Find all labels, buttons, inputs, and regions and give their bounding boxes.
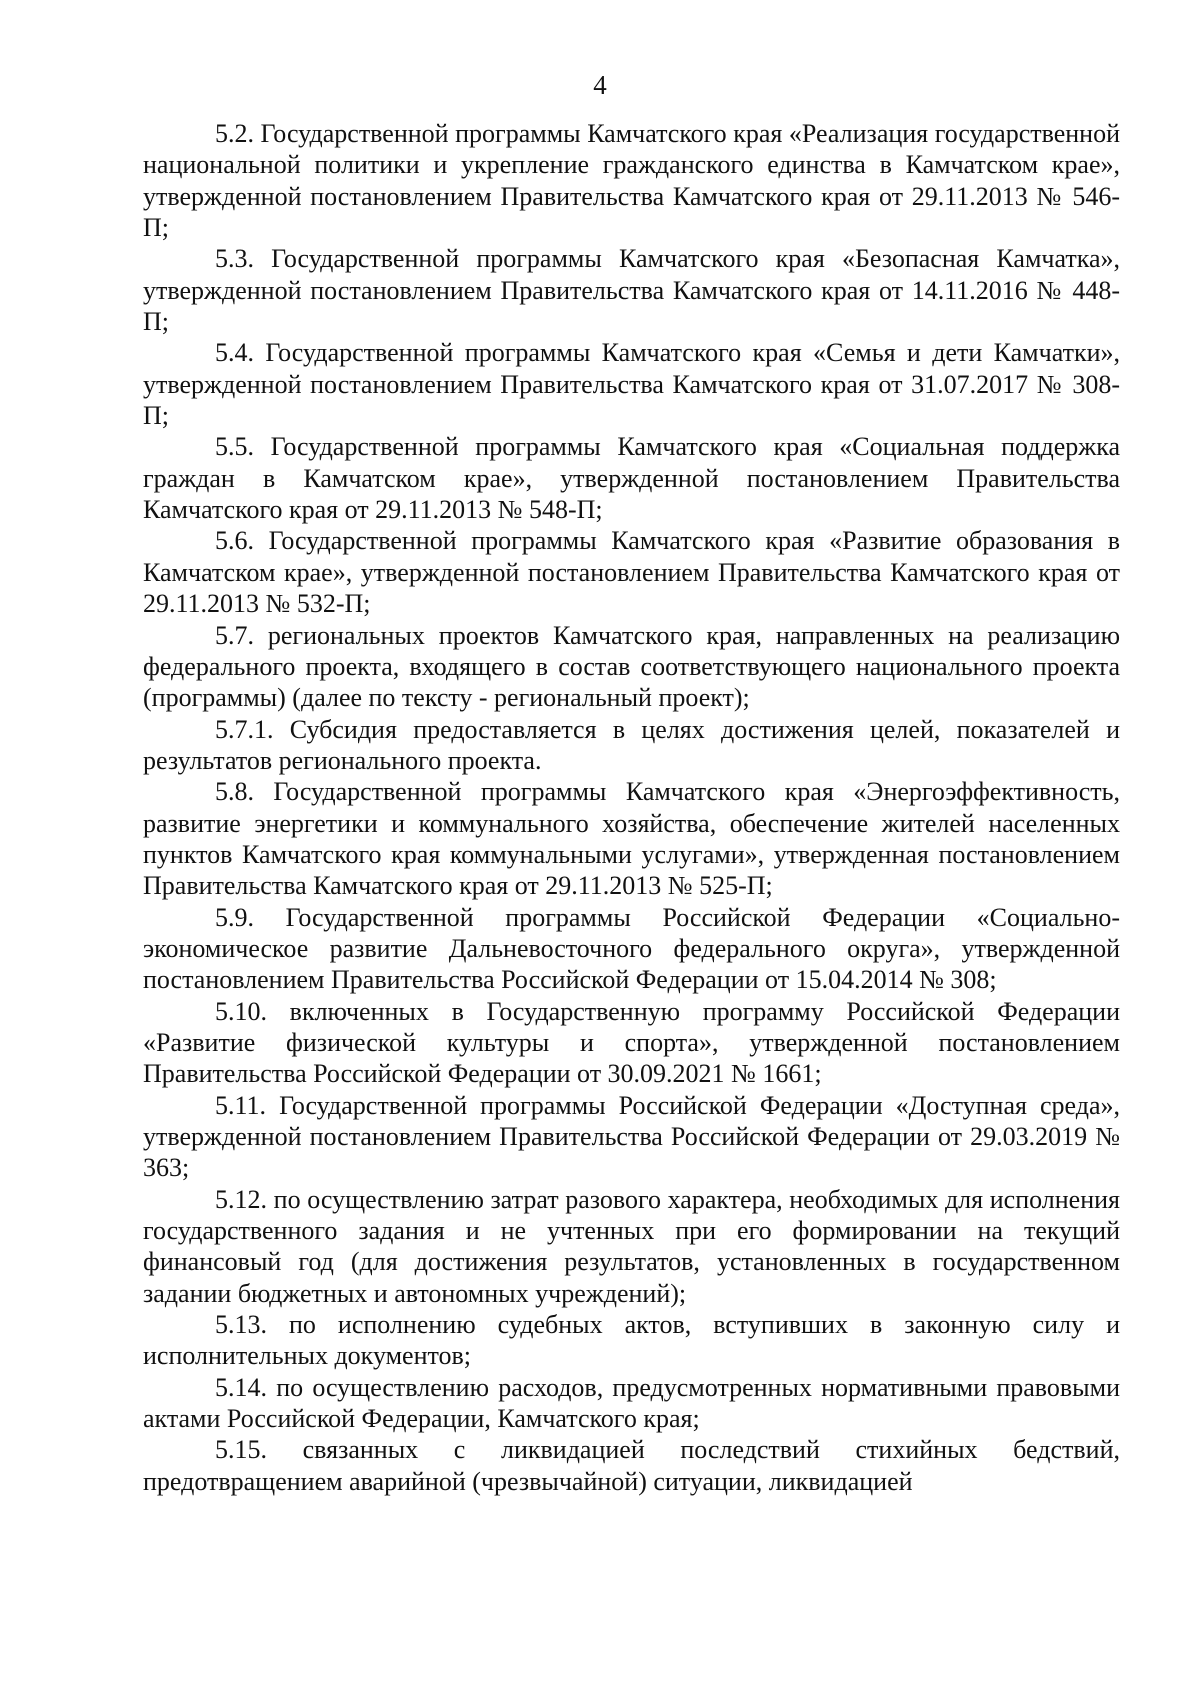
paragraph-5-6: 5.6. Государственной программы Камчатского края «Развитие образования в Камчатском крае», утвержденной постановлением Правительства Камчатского края от 29.11.2013 № 532-П; bbox=[143, 526, 1120, 619]
paragraph-5-13: 5.13. по исполнению судебных актов, вступивших в законную силу и исполнительных документов; bbox=[143, 1310, 1120, 1371]
paragraph-5-3: 5.3. Государственной программы Камчатского края «Безопасная Камчатка», утвержденной постановлением Правительства Камчатского края от 14.11.2016 № 448-П; bbox=[143, 244, 1120, 337]
document-body bbox=[143, 118, 1120, 1497]
paragraph-5-10: 5.10. включенных в Государственную программу Российской Федерации «Развитие физической культуры и спорта», утвержденной постановлением Правительства Российской Федерации от 30.09.2021 № 1661; bbox=[143, 996, 1120, 1089]
paragraph-5-9: 5.9. Государственной программы Российской Федерации «Социально-экономическое развитие Дальневосточного федерального округа», утвержденной постановлением Правительства Российской Федерации от 15.04.2014 № 308; bbox=[143, 902, 1120, 995]
paragraph-5-7: 5.7. региональных проектов Камчатского края, направленных на реализацию федерального проекта, входящего в состав соответствующего национального проекта (программы) (далее по тексту - региональный проект); bbox=[143, 620, 1120, 713]
paragraph-5-4: 5.4. Государственной программы Камчатского края «Семья и дети Камчатки», утвержденной постановлением Правительства Камчатского края от 31.07.2017 № 308-П; bbox=[143, 338, 1120, 431]
paragraph-5-7-1: 5.7.1. Субсидия предоставляется в целях достижения целей, показателей и результатов регионального проекта. bbox=[143, 714, 1120, 775]
paragraph-5-15: 5.15. связанных с ликвидацией последствий стихийных бедствий, предотвращением аварийной (чрезвычайной) ситуации, ликвидацией bbox=[143, 1435, 1120, 1496]
paragraph-5-5: 5.5. Государственной программы Камчатского края «Социальная поддержка граждан в Камчатском крае», утвержденной постановлением Правительства Камчатского края от 29.11.2013 № 548-П; bbox=[143, 432, 1120, 525]
paragraph-5-14: 5.14. по осуществлению расходов, предусмотренных нормативными правовыми актами Российской Федерации, Камчатского края; bbox=[143, 1372, 1120, 1434]
paragraph-5-2: 5.2. Государственной программы Камчатского края «Реализация государственной национальной политики и укрепление гражданского единства в Камчатском крае», утвержденной постановлением Правительства Камчатского края от 29.11.2013 № 546-П; bbox=[143, 119, 1120, 243]
paragraph-5-12: 5.12. по осуществлению затрат разового характера, необходимых для исполнения государственного задания и не учтенных при его формировании на текущий финансовый год (для достижения результатов, установленных в государственном задании бюджетных и автономных учреждений); bbox=[143, 1184, 1120, 1308]
paragraph-5-8: 5.8. Государственной программы Камчатского края «Энергоэффективность, развитие энергетики и коммунального хозяйства, обеспечение жителей населенных пунктов Камчатского края коммунальными услугами», утвержденная постановлением Правительства Камчатского края от 29.11.2013 № 525-П; bbox=[143, 777, 1120, 901]
page-number: 4 bbox=[593, 70, 607, 100]
paragraph-5-11: 5.11. Государственной программы Российской Федерации «Доступная среда», утвержденной постановлением Правительства Российской Федерации от 29.03.2019 № 363; bbox=[143, 1090, 1120, 1183]
